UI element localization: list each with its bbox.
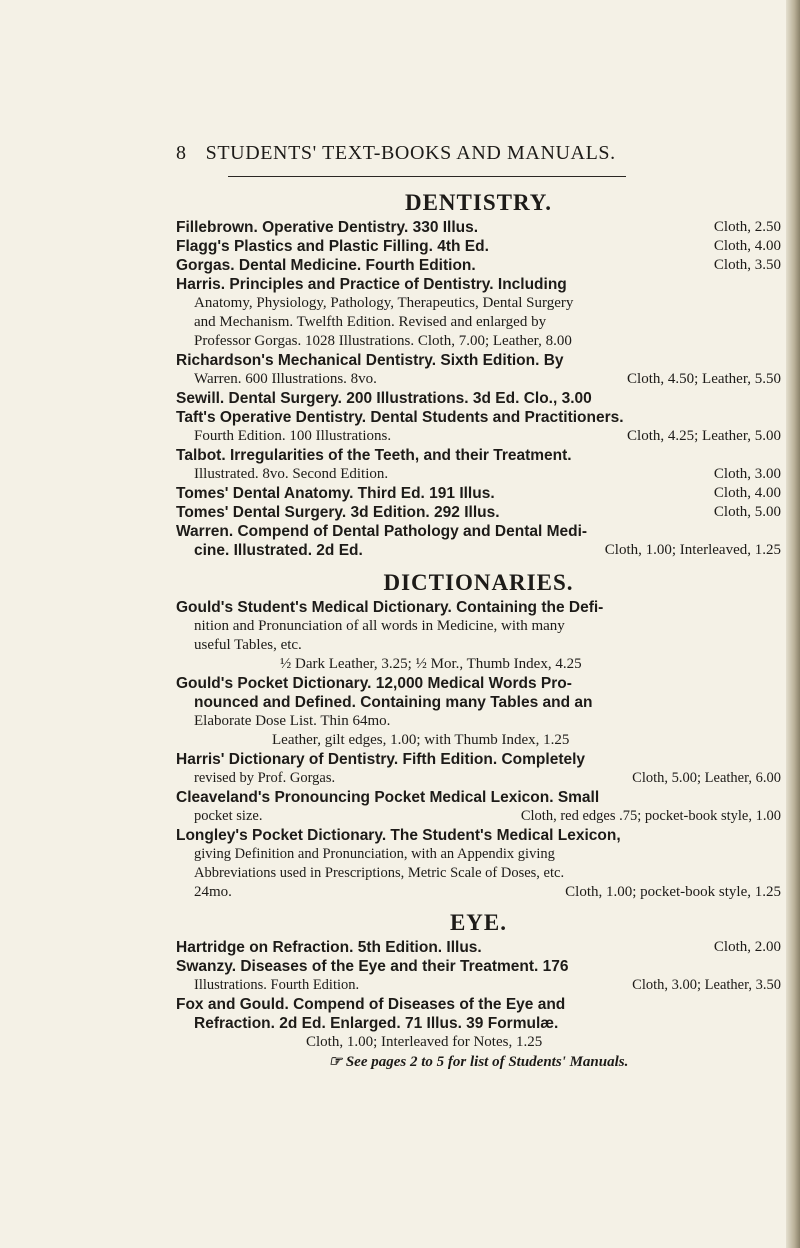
list-item: Fillebrown. Operative Dentistry. 330 Illus. Cloth, 2.50 xyxy=(176,219,781,236)
list-item: Abbreviations used in Prescriptions, Metric Scale of Doses, etc. xyxy=(194,865,565,881)
footer-note xyxy=(176,1052,781,1072)
list-item: giving Definition and Pronunciation, with an Appendix giving xyxy=(194,846,555,862)
list-item: Leather, gilt edges, 1.00; with Thumb Index, 1.25 xyxy=(272,732,570,748)
list-item: Gould's Student's Medical Dictionary. Containing the Defi- xyxy=(176,599,604,616)
page-title: STUDENTS' TEXT-BOOKS AND MANUALS. xyxy=(205,142,616,164)
section-heading-dictionaries: DICTIONARIES. xyxy=(383,570,574,595)
list-item: useful Tables, etc. xyxy=(194,637,302,653)
dentistry-list xyxy=(176,218,781,560)
list-item: ½ Dark Leather, 3.25; ½ Mor., Thumb Index, 4.25 xyxy=(280,656,582,672)
list-item: Warren. 600 Illustrations. 8vo. Cloth, 4.50; Leather, 5.50 xyxy=(194,371,781,387)
list-item: Tomes' Dental Surgery. 3d Edition. 292 Illus. Cloth, 5.00 xyxy=(176,504,781,521)
pointing-hand-icon: ☞ xyxy=(328,1054,343,1070)
catalog-content xyxy=(176,188,781,1072)
list-item: Flagg's Plastics and Plastic Filling. 4th Ed. Cloth, 4.00 xyxy=(176,238,781,255)
list-item: Gorgas. Dental Medicine. Fourth Edition. Cloth, 3.50 xyxy=(176,257,781,274)
list-item: Harris. Principles and Practice of Dentistry. Including xyxy=(176,276,567,293)
page-number: 8 xyxy=(176,142,187,164)
list-item: Refraction. 2d Ed. Enlarged. 71 Illus. 39 Formulæ. xyxy=(194,1015,559,1032)
list-item: 24mo. Cloth, 1.00; pocket-book style, 1.25 xyxy=(194,884,781,900)
list-item: Taft's Operative Dentistry. Dental Students and Practitioners. xyxy=(176,409,624,426)
list-item: Illustrated. 8vo. Second Edition. Cloth, 3.00 xyxy=(194,466,781,482)
list-item: Anatomy, Physiology, Pathology, Therapeutics, Dental Surgery xyxy=(194,295,574,311)
running-header xyxy=(176,142,616,165)
list-item: Longley's Pocket Dictionary. The Student's Medical Lexicon, xyxy=(176,827,621,844)
list-item: Harris' Dictionary of Dentistry. Fifth Edition. Completely xyxy=(176,751,586,768)
list-item: nounced and Defined. Containing many Tables and an xyxy=(194,694,593,711)
list-item: nition and Pronunciation of all words in Medicine, with many xyxy=(194,618,565,634)
list-item: Fox and Gould. Compend of Diseases of the Eye and xyxy=(176,996,566,1013)
list-item: Swanzy. Diseases of the Eye and their Treatment. 176 xyxy=(176,958,569,975)
list-item: Illustrations. Fourth Edition. Cloth, 3.00; Leather, 3.50 xyxy=(194,977,781,993)
eye-list xyxy=(176,938,781,1052)
dictionaries-list xyxy=(176,598,781,902)
section-heading-eye: EYE. xyxy=(449,910,508,935)
list-item: and Mechanism. Twelfth Edition. Revised and enlarged by xyxy=(194,314,547,330)
list-item: Professor Gorgas. 1028 Illustrations. Cloth, 7.00; Leather, 8.00 xyxy=(194,333,572,349)
list-item: pocket size. Cloth, red edges .75; pocket-book style, 1.00 xyxy=(194,808,781,824)
footer-note-text: See pages 2 to 5 for list of Students' Manuals. xyxy=(345,1054,629,1070)
list-item: Sewill. Dental Surgery. 200 Illustrations. 3d Ed. Clo., 3.00 xyxy=(176,390,592,407)
page-edge-shadow xyxy=(786,0,800,1248)
list-item: Cloth, 1.00; Interleaved for Notes, 1.25 xyxy=(306,1034,543,1050)
list-item: Cleaveland's Pronouncing Pocket Medical Lexicon. Small xyxy=(176,789,600,806)
list-item: Warren. Compend of Dental Pathology and Dental Medi- xyxy=(176,523,588,540)
list-item: Fourth Edition. 100 Illustrations. Cloth, 4.25; Leather, 5.00 xyxy=(194,428,781,444)
list-item: Gould's Pocket Dictionary. 12,000 Medical Words Pro- xyxy=(176,675,572,692)
list-item: cine. Illustrated. 2d Ed. Cloth, 1.00; Interleaved, 1.25 xyxy=(194,542,781,559)
list-item: Elaborate Dose List. Thin 64mo. xyxy=(194,713,391,729)
list-item: Talbot. Irregularities of the Teeth, and their Treatment. xyxy=(176,447,572,464)
list-item: Tomes' Dental Anatomy. Third Ed. 191 Illus. Cloth, 4.00 xyxy=(176,485,781,502)
list-item: Richardson's Mechanical Dentistry. Sixth Edition. By xyxy=(176,352,564,369)
section-heading-dentistry: DENTISTRY. xyxy=(404,190,553,215)
header-rule xyxy=(228,176,626,177)
list-item: revised by Prof. Gorgas. Cloth, 5.00; Leather, 6.00 xyxy=(194,770,781,786)
list-item: Hartridge on Refraction. 5th Edition. Illus. Cloth, 2.00 xyxy=(176,939,781,956)
